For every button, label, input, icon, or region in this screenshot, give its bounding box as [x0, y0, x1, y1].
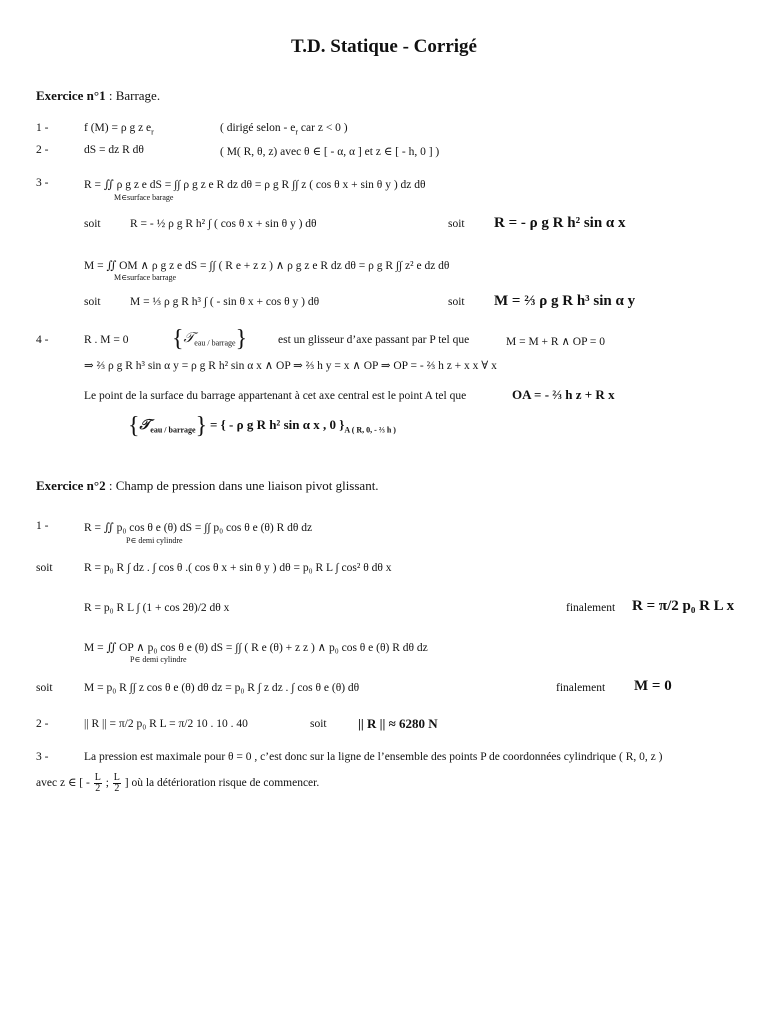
exercise-1-header — [36, 88, 160, 104]
ex1-q2-number: 2 - — [36, 144, 49, 156]
ex2-q2-soit: soit — [310, 718, 327, 730]
ex1-q2-equation: dS = dz R dθ — [84, 144, 144, 156]
ex2-q2-line1: || R || = π/2 p₀ R L = π/2 10 . 10 . 40 — [84, 718, 248, 730]
exercise-2-description: : Champ de pression dans une liaison pivot glissant. — [105, 478, 379, 493]
ex2-q3-line1: La pression est maximale pour θ = 0 , c’est donc sur la ligne de l’ensemble des points P de coordonnées cylindrique ( R, 0, z ) — [84, 751, 663, 763]
exercise-1-description: : Barrage. — [105, 88, 161, 103]
ex2-q3-number: 3 - — [36, 751, 49, 763]
ex2-q1-line4: M = ∬ OP ∧ p₀ cos θ e (θ) dS = ∫∫ ( R e (θ) + z z ) ∧ p₀ cos θ e (θ) R dθ dz — [84, 642, 428, 654]
ex2-q1-moment: M = 0 — [634, 678, 672, 694]
ex1-q3-soit-2: soit — [448, 218, 465, 230]
ex2-q1-finalement-2: finalement — [556, 682, 606, 694]
ex1-q3-soit-3: soit — [84, 296, 101, 308]
ex2-q3-line2-start: avec z ∈ [ - — [36, 777, 90, 790]
ex2-q2-result: || R || ≈ 6280 N — [358, 716, 438, 731]
ex1-q1-note-cond: car z < 0 ) — [298, 122, 348, 134]
ex2-q1-line1: R = ∬ p₀ cos θ e (θ) dS = ∫∫ p₀ cos θ e (θ) R dθ dz — [84, 522, 313, 534]
ex2-q1-line3: R = p₀ R L ∫ (1 + cos 2θ)/2 dθ x — [84, 602, 230, 614]
ex2-q1-line4-domain: P∈ demi cylindre — [130, 655, 187, 664]
ex2-q2-number: 2 - — [36, 718, 49, 730]
ex1-q3-line3: M = ∬ OM ∧ ρ g z e dS = ∫∫ ( R e + z z ) ∧ ρ g z e R dz dθ = ρ g R ∫∫ z² e dz dθ — [84, 260, 450, 272]
ex1-q3-line4: M = ⅓ ρ g R h³ ∫ ( - sin θ x + cos θ y ) dθ — [130, 296, 320, 308]
ex1-q3-resultant: R = - ρ g R h² sin α x — [494, 215, 626, 231]
ex2-q1-soit-2: soit — [36, 682, 53, 694]
ex1-q4-line1a: R . M = 0 — [84, 334, 129, 346]
ex1-q4-number: 4 - — [36, 334, 49, 346]
ex1-q1-force-expression: f (M) = ρ g z e — [84, 122, 152, 134]
ex1-q1-number: 1 - — [36, 122, 49, 134]
ex1-q4-line3: Le point de la surface du barrage appartenant à cet axe central est le point A tel que — [84, 390, 467, 402]
ex1-q3-line3-domain: M∈surface barrage — [114, 273, 177, 282]
ex1-q4-line1c: M = M + R ∧ OP = 0 — [506, 336, 606, 348]
ex1-q3-moment: M = ⅔ ρ g R h³ sin α y — [494, 293, 636, 309]
ex2-q1-line1-domain: P∈ demi cylindre — [126, 536, 183, 545]
ex2-q1-line5: M = p₀ R ∫∫ z cos θ e (θ) dθ dz = p₀ R ∫ z dz . ∫ cos θ e (θ) dθ — [84, 682, 360, 694]
ex1-q4-point-a: OA = - ⅔ h z + R x — [512, 387, 615, 402]
ex1-q3-soit-1: soit — [84, 218, 101, 230]
ex1-q3-line1-domain: M∈surface barage — [114, 193, 174, 202]
ex1-q4-final-torsor-value: = { - ρ g R h² sin α x , 0 } — [210, 417, 345, 433]
ex1-q4-line1b: est un glisseur d’axe passant par P tel que — [278, 334, 470, 346]
ex2-q1-line2: R = p₀ R ∫ dz . ∫ cos θ .( cos θ x + sin θ y ) dθ = p₀ R L ∫ cos² θ dθ x — [84, 562, 392, 574]
ex2-q3-line2-end: ] où la détérioration risque de commencer. — [121, 777, 320, 790]
exercise-2-label: Exercice n°2 — [36, 478, 106, 493]
ex2-q3-line2-sep: ; — [102, 777, 109, 790]
ex1-q1-note-text: ( dirigé selon - e — [220, 122, 296, 134]
page-title: T.D. Statique - Corrigé — [291, 36, 477, 57]
ex1-q4-torsor-sub: eau / barrage — [194, 338, 236, 348]
ex1-q4-line2: ⇒ ⅔ ρ g R h³ sin α y = ρ g R h² sin α x ∧ OP ⇒ ⅔ h y = x ∧ OP ⇒ OP = - ⅔ h z + x x ∀ x — [84, 360, 497, 372]
ex1-q1-note: ( dirigé selon - $e_r$ car z < 0 ) — [220, 122, 348, 137]
ex2-q3-line2: avec z ∈ [ - $\frac{L}{2}$ ; $\frac{L}{2}$ ] où la détérioration risque de commencer. — [36, 772, 320, 794]
ex2-q1-finalement-1: finalement — [566, 602, 616, 614]
ex2-q1-number: 1 - — [36, 520, 49, 532]
ex1-q4-final-torsor: {𝒯$_{eau / barrage}$} = { - ρ g R h² sin α x , 0 }$_{A ( R, 0, - \frac{2}{3} h )}$ — [128, 413, 396, 439]
ex2-q1-soit-1: soit — [36, 562, 53, 574]
ex1-q3-line2: R = - ½ ρ g R h² ∫ ( cos θ x + sin θ y ) dθ — [130, 218, 317, 230]
ex1-q3-line1: R = ∬ ρ g z e dS = ∫∫ ρ g z e R dz dθ = ρ g R ∫∫ z ( cos θ x + sin θ y ) dz dθ — [84, 179, 426, 191]
ex1-q2-note: ( M( R, θ, z) avec θ ∈ [ - α, α ] et z ∈ [ - h, 0 ] ) — [220, 146, 440, 158]
ex1-q4-torsor: {𝒯$_{eau / barrage}$} — [172, 326, 248, 352]
ex1-q4-final-torsor-point: A ( R, 0, - ⅔ h ) — [344, 425, 396, 435]
ex1-q1-equation: f (M) = ρ g z $e_r$ — [84, 122, 154, 137]
ex2-q1-resultant: R = π/2 p₀ R L x — [632, 598, 735, 614]
exercise-2-header — [36, 478, 379, 494]
exercise-1-label: Exercice n°1 — [36, 88, 106, 103]
ex1-q3-number: 3 - — [36, 177, 49, 189]
ex1-q3-soit-4: soit — [448, 296, 465, 308]
ex1-q4-final-torsor-sub: eau / barrage — [150, 425, 196, 435]
